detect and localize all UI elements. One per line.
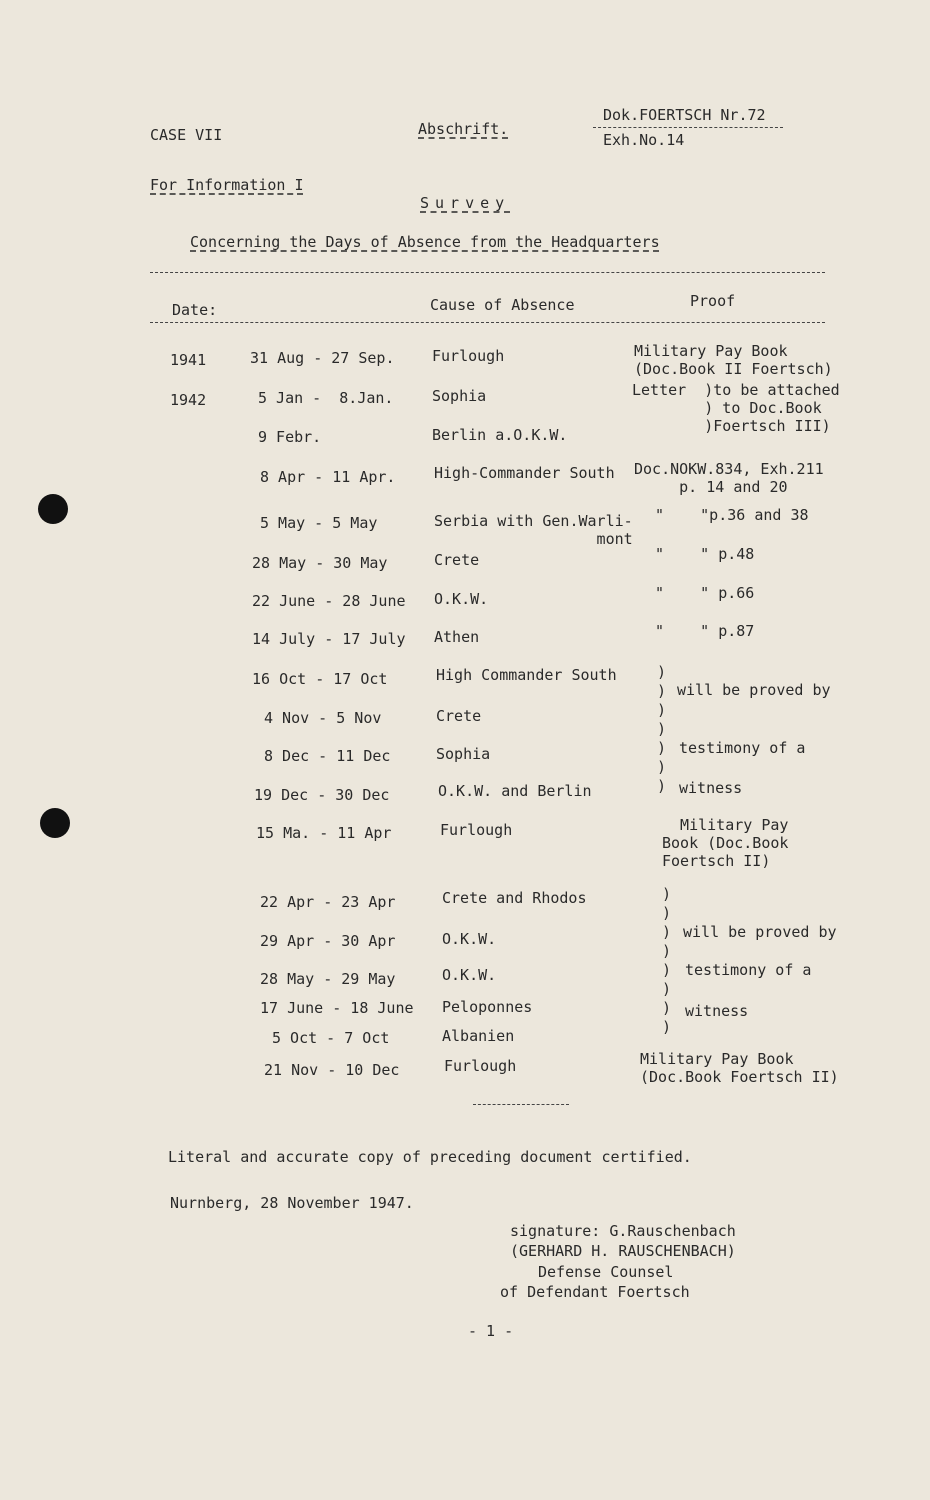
bracket-note: witness [685, 1002, 749, 1020]
row-dates: 14 July - 17 July [252, 630, 406, 648]
column-header-proof: Proof [690, 292, 736, 310]
row-cause: Serbia with Gen.Warli- mont [434, 512, 633, 548]
document-subtitle: Concerning the Days of Absence from the Headquarters [190, 233, 660, 251]
row-cause: Crete [434, 551, 480, 569]
row-proof: Letter )to be attached ) to Doc.Book )Foertsch III) [632, 381, 840, 435]
document-title: Survey [420, 194, 511, 212]
signatory-defendant: of Defendant Foertsch [500, 1283, 690, 1301]
end-of-table-rule [473, 1104, 569, 1105]
abschrift-label: Abschrift. [418, 120, 509, 138]
row-cause: Peloponnes [442, 998, 533, 1016]
row-dates: 19 Dec - 30 Dec [254, 786, 390, 804]
column-header-cause: Cause of Absence [430, 296, 575, 314]
certification-text: Literal and accurate copy of preceding document certified. [168, 1148, 692, 1166]
row-proof: " " p.66 [655, 584, 755, 602]
column-header-date: Date: [172, 301, 218, 319]
dok-rule [593, 127, 783, 128]
row-cause: Albanien [442, 1027, 515, 1045]
row-cause: High Commander South [436, 666, 617, 684]
dok-number: Dok.FOERTSCH Nr.72 [603, 106, 766, 124]
row-proof: Military Pay Book (Doc.Book II Foertsch) [634, 342, 833, 378]
row-dates: 16 Oct - 17 Oct [252, 670, 388, 688]
row-proof: " " p.87 [655, 622, 755, 640]
row-proof: Military Pay Book (Doc.Book Foertsch II) [640, 1050, 839, 1086]
row-cause: Berlin a.O.K.W. [432, 426, 568, 444]
row-dates: 31 Aug - 27 Sep. [250, 349, 395, 367]
row-dates: 28 May - 30 May [252, 554, 388, 572]
row-proof: Doc.NOKW.834, Exh.211 p. 14 and 20 [634, 460, 824, 496]
row-dates: 8 Apr - 11 Apr. [260, 468, 396, 486]
bracket-note: will be proved by [683, 923, 837, 941]
row-cause: Furlough [432, 347, 505, 365]
row-year: 1942 [170, 391, 207, 409]
row-cause: Sophia [432, 387, 487, 405]
bracket-note: witness [679, 779, 743, 797]
row-cause: Crete [436, 707, 482, 725]
row-dates: 8 Dec - 11 Dec [264, 747, 391, 765]
bracket-note: testimony of a [685, 961, 812, 979]
exh-number: Exh.No.14 [603, 131, 685, 149]
row-proof: " "p.36 and 38 [655, 506, 809, 524]
place-date: Nurnberg, 28 November 1947. [170, 1194, 414, 1212]
row-cause: O.K.W. [434, 590, 489, 608]
row-cause: Furlough [444, 1057, 517, 1075]
signatory-role: Defense Counsel [538, 1263, 674, 1281]
row-dates: 22 Apr - 23 Apr [260, 893, 396, 911]
case-label: CASE VII [150, 126, 223, 144]
row-cause: O.K.W. and Berlin [438, 782, 592, 800]
table-header-rule [150, 322, 825, 323]
table-top-rule [150, 272, 825, 273]
punch-hole-top [38, 494, 68, 524]
page-number: - 1 - [468, 1322, 514, 1340]
row-dates: 28 May - 29 May [260, 970, 396, 988]
row-dates: 5 May - 5 May [260, 514, 378, 532]
row-cause: O.K.W. [442, 930, 497, 948]
for-information-label: For Information I [150, 176, 304, 194]
signatory-name: (GERHARD H. RAUSCHENBACH) [510, 1242, 736, 1260]
row-cause: O.K.W. [442, 966, 497, 984]
row-proof: Military Pay Book (Doc.Book Foertsch II) [662, 816, 789, 870]
bracket-column: ) ) ) ) ) ) ) ) [662, 885, 672, 1036]
bracket-note: testimony of a [679, 739, 806, 757]
row-dates: 9 Febr. [258, 428, 322, 446]
row-cause: Furlough [440, 821, 513, 839]
row-dates: 15 Ma. - 11 Apr [256, 824, 392, 842]
row-dates: 21 Nov - 10 Dec [264, 1061, 400, 1079]
row-cause: High-Commander South [434, 464, 615, 482]
signature-line: signature: G.Rauschenbach [510, 1222, 736, 1240]
row-dates: 17 June - 18 June [260, 999, 414, 1017]
bracket-column: ) ) ) ) ) ) ) [657, 663, 667, 795]
row-dates: 29 Apr - 30 Apr [260, 932, 396, 950]
row-cause: Crete and Rhodos [442, 889, 587, 907]
row-cause: Athen [434, 628, 480, 646]
punch-hole-bottom [40, 808, 70, 838]
bracket-note: will be proved by [677, 681, 831, 699]
row-proof: " " p.48 [655, 545, 755, 563]
row-cause: Sophia [436, 745, 491, 763]
row-year: 1941 [170, 351, 207, 369]
row-dates: 5 Oct - 7 Oct [272, 1029, 390, 1047]
row-dates: 22 June - 28 June [252, 592, 406, 610]
row-dates: 4 Nov - 5 Nov [264, 709, 382, 727]
row-dates: 5 Jan - 8.Jan. [258, 389, 394, 407]
